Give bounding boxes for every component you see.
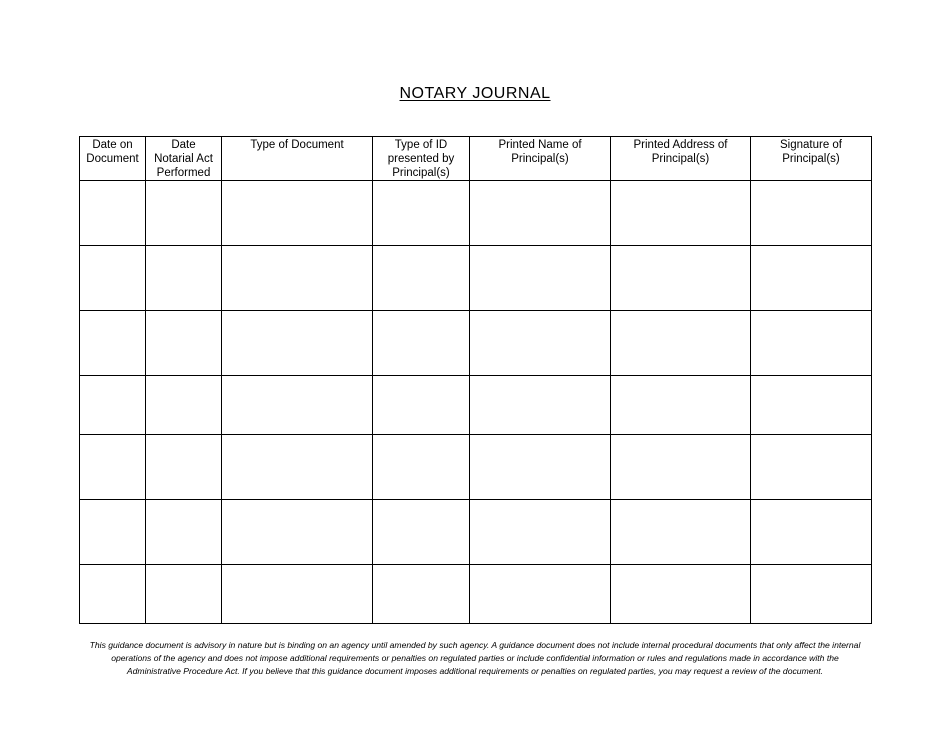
entry-cell[interactable] [80,311,146,376]
entry-cell[interactable] [222,376,373,435]
column-header-date-on-document: Date on Document [80,137,146,181]
entry-cell[interactable] [80,500,146,565]
table-row [80,435,872,500]
entry-cell[interactable] [611,181,751,246]
entry-cell[interactable] [373,500,470,565]
table-row [80,376,872,435]
entry-cell[interactable] [373,435,470,500]
journal-table [79,136,872,624]
entry-cell[interactable] [146,376,222,435]
entry-cell[interactable] [146,500,222,565]
entry-cell[interactable] [146,435,222,500]
table-row [80,500,872,565]
entry-cell[interactable] [470,181,611,246]
entry-cell[interactable] [80,376,146,435]
page-title-text: NOTARY JOURNAL [399,85,551,102]
entry-cell[interactable] [751,311,872,376]
table-header-row [80,137,872,181]
entry-cell[interactable] [80,565,146,624]
entry-cell[interactable] [373,246,470,311]
entry-cell[interactable] [222,181,373,246]
column-header-type-of-document: Type of Document [222,137,373,181]
entry-cell[interactable] [751,565,872,624]
entry-cell[interactable] [146,246,222,311]
entry-cell[interactable] [80,246,146,311]
entry-cell[interactable] [470,565,611,624]
table-row [80,311,872,376]
entry-cell[interactable] [222,246,373,311]
entry-cell[interactable] [470,376,611,435]
column-header-printed-name: Printed Name of Principal(s) [470,137,611,181]
entry-cell[interactable] [611,565,751,624]
entry-cell[interactable] [222,435,373,500]
entry-cell[interactable] [470,311,611,376]
guidance-disclaimer: This guidance document is advisory in nature but is binding on an agency until amended by such agency. A guidance document does not include internal procedural documents that only affect the internal operations of the agency and does not impose additional requirements or penalties on regulated parties or include confidential information or rules and regulations made in accordance with the Administrative Procedure Act. If you believe that this guidance document imposes additional requirements or penalties on regulated parties, you may request a review of the document. [89,640,861,676]
entry-cell[interactable] [222,500,373,565]
entry-cell[interactable] [751,376,872,435]
entry-cell[interactable] [222,565,373,624]
entry-cell[interactable] [611,311,751,376]
entry-cell[interactable] [470,500,611,565]
table-row [80,246,872,311]
entry-cell[interactable] [222,311,373,376]
column-header-date-notarial-act: Date Notarial Act Performed [146,137,222,181]
column-header-type-of-id: Type of ID presented by Principal(s) [373,137,470,181]
entry-cell[interactable] [751,435,872,500]
entry-cell[interactable] [146,311,222,376]
entry-cell[interactable] [146,565,222,624]
entry-cell[interactable] [611,246,751,311]
entry-cell[interactable] [611,500,751,565]
entry-cell[interactable] [146,181,222,246]
column-header-printed-address: Printed Address of Principal(s) [611,137,751,181]
page-title [0,85,950,103]
entry-cell[interactable] [373,181,470,246]
column-header-signature: Signature of Principal(s) [751,137,872,181]
entry-cell[interactable] [373,565,470,624]
entry-cell[interactable] [611,435,751,500]
entry-cell[interactable] [470,246,611,311]
entry-cell[interactable] [611,376,751,435]
entry-cell[interactable] [470,435,611,500]
table-row [80,565,872,624]
table-row [80,181,872,246]
entry-cell[interactable] [80,181,146,246]
entry-cell[interactable] [751,181,872,246]
entry-cell[interactable] [80,435,146,500]
entry-cell[interactable] [751,500,872,565]
entry-cell[interactable] [751,246,872,311]
entry-cell[interactable] [373,311,470,376]
entry-cell[interactable] [373,376,470,435]
